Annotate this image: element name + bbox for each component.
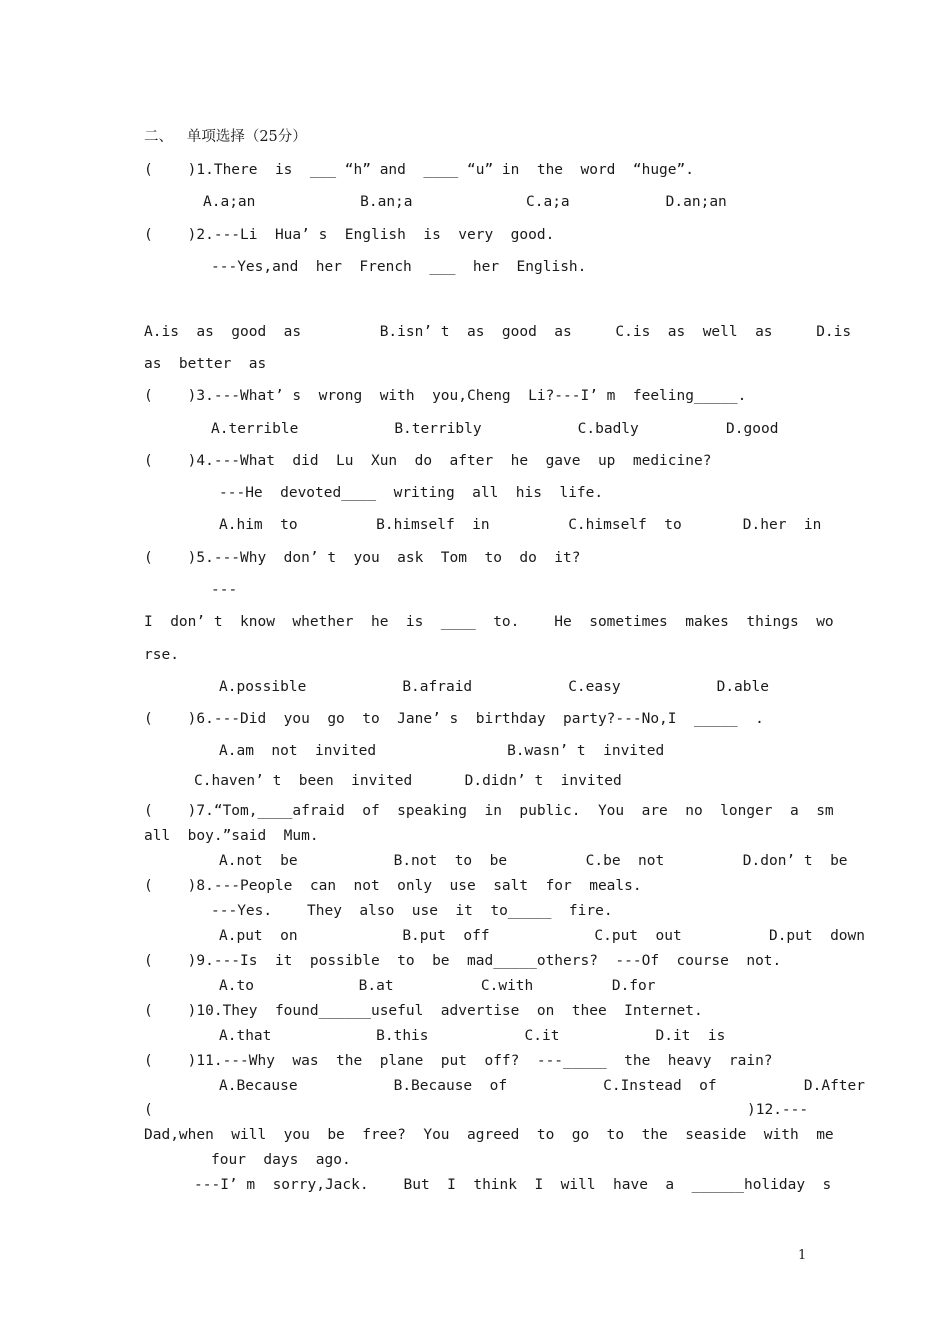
q4-reply: ---He devoted____ writing all his life. xyxy=(219,485,604,501)
q2-options-cont: as better as xyxy=(144,356,267,372)
q11-options: A.Because B.Because of C.Instead of D.After xyxy=(219,1078,866,1094)
q5-reply: I don’ t know whether he is ____ to. He sometimes makes things wo xyxy=(144,614,834,630)
q5-reply-cont: rse. xyxy=(144,647,179,663)
q8-reply: ---Yes. They also use it to_____ fire. xyxy=(211,903,613,919)
q5-stem: ( )5.---Why don’ t you ask Tom to do it? xyxy=(144,550,581,566)
q10-stem: ( )10.They found______useful advertise on thee Internet. xyxy=(144,1003,703,1019)
q2-options: A.is as good as B.isn’ t as good as C.is as well as D.is xyxy=(144,324,852,340)
q7-stem: ( )7.“Tom,____afraid of speaking in public. You are no longer a sm xyxy=(144,803,834,819)
q6-options-b: C.haven’ t been invited D.didn’ t invited xyxy=(194,773,622,789)
q4-options: A.him to B.himself in C.himself to D.her in xyxy=(219,517,822,533)
q9-options: A.to B.at C.with D.for xyxy=(219,978,656,994)
q1-stem: ( )1.There is ___ “h” and ____ “u” in the word “huge”. xyxy=(144,162,694,178)
q6-stem: ( )6.---Did you go to Jane’ s birthday party?---No,I _____ . xyxy=(144,711,764,727)
q12-reply: ---I’ m sorry,Jack. But I think I will have a ______holiday s xyxy=(194,1177,832,1193)
q12-number: )12.--- xyxy=(747,1102,809,1118)
q3-options: A.terrible B.terribly C.badly D.good xyxy=(211,421,779,437)
q5-dash: --- xyxy=(211,582,238,598)
q2-reply: ---Yes,and her French ___ her English. xyxy=(211,259,587,275)
q9-stem: ( )9.---Is it possible to be mad_____others? ---Of course not. xyxy=(144,953,782,969)
q3-stem: ( )3.---What’ s wrong with you,Cheng Li?---I’ m feeling_____. xyxy=(144,388,747,404)
q12-stem-cont: four days ago. xyxy=(211,1152,351,1168)
q11-stem: ( )11.---Why was the plane put off? ---_____ the heavy rain? xyxy=(144,1053,773,1069)
q12-stem: Dad,when will you be free? You agreed to go to the seaside with me xyxy=(144,1127,834,1143)
q2-stem: ( )2.---Li Hua’ s English is very good. xyxy=(144,227,555,243)
q12-paren: ( xyxy=(144,1102,153,1118)
page-number: 1 xyxy=(798,1248,807,1263)
q8-options: A.put on B.put off C.put out D.put down xyxy=(219,928,866,944)
section-title: 二、 单项选择（25分） xyxy=(144,129,307,145)
q1-options: A.a;an B.an;a C.a;a D.an;an xyxy=(203,194,727,210)
q7-options: A.not be B.not to be C.be not D.don’ t be xyxy=(219,853,848,869)
q5-options: A.possible B.afraid C.easy D.able xyxy=(219,679,769,695)
q6-options-a: A.am not invited B.wasn’ t invited xyxy=(219,743,665,759)
q8-stem: ( )8.---People can not only use salt for meals. xyxy=(144,878,642,894)
q7-stem-cont: all boy.”said Mum. xyxy=(144,828,319,844)
q10-options: A.that B.this C.it D.it is xyxy=(219,1028,726,1044)
q4-stem: ( )4.---What did Lu Xun do after he gave up medicine? xyxy=(144,453,712,469)
